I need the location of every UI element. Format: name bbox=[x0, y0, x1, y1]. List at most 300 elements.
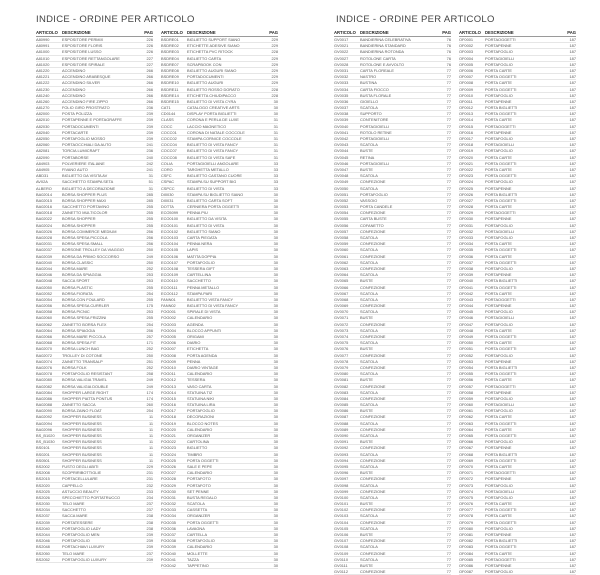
article-code: OF0029 bbox=[459, 210, 474, 216]
article-code: BS2040 bbox=[36, 525, 50, 531]
description: PORTA OGGETTI bbox=[485, 433, 517, 438]
description: PORTAFOGLIO bbox=[485, 408, 513, 414]
article-code: BA02062 bbox=[36, 321, 53, 327]
article-code: BS2048 bbox=[36, 544, 50, 550]
article-code: GV0109 bbox=[334, 550, 349, 556]
page-number: 187 bbox=[569, 142, 576, 148]
page-number: 30 bbox=[273, 290, 278, 296]
article-code: OF0032 bbox=[459, 228, 474, 234]
description: PORTAGIOIELLI ANGOLARE bbox=[187, 160, 239, 166]
article-code: BA02080 bbox=[36, 377, 53, 383]
article-code: BA02026 bbox=[36, 228, 53, 234]
page-number: 187 bbox=[569, 247, 576, 253]
page-number: 187 bbox=[569, 507, 576, 513]
article-code: FOG036 bbox=[161, 525, 176, 531]
article-code: BA02031 bbox=[36, 241, 53, 247]
article-code: OF0060 bbox=[459, 402, 474, 408]
article-code: GV0044 bbox=[334, 148, 349, 154]
article-code: BA02082 bbox=[36, 383, 53, 389]
page-number: 187 bbox=[569, 166, 576, 172]
page-number: 229 bbox=[271, 80, 278, 86]
page-number: 77 bbox=[446, 74, 451, 80]
article-code: BA02094 bbox=[36, 420, 53, 426]
page-number: 255 bbox=[146, 222, 153, 228]
page-number: 31 bbox=[273, 129, 278, 135]
description: CAPPELLO bbox=[62, 482, 83, 488]
article-code: GV0017 bbox=[334, 37, 349, 42]
page-number: 242 bbox=[146, 160, 153, 166]
page-number: 229 bbox=[271, 37, 278, 42]
article-code: GV0022 bbox=[334, 49, 349, 55]
description: PORTAPENNE E PORTAGRAFFE bbox=[62, 117, 123, 123]
description: BUSTINA bbox=[360, 80, 377, 86]
article-code: OF0035 bbox=[459, 247, 474, 253]
article-code: GV0069 bbox=[334, 303, 349, 309]
page-number: 30 bbox=[273, 340, 278, 346]
description: TARGHETTA METALLO bbox=[187, 166, 229, 172]
page-number: 77 bbox=[446, 86, 451, 92]
description: PORTAGIOIELLI bbox=[360, 123, 390, 129]
article-code: BA02070 bbox=[36, 346, 53, 352]
article-code: GV0073 bbox=[334, 327, 349, 333]
article-code: GV0042 bbox=[334, 136, 349, 141]
article-code: OF0065 bbox=[459, 433, 474, 438]
description: CONFEZIONE bbox=[360, 445, 386, 451]
article-code: FOG033 bbox=[161, 507, 176, 513]
description: STATUINA TIZ bbox=[187, 389, 213, 395]
article-code: ECO0110 bbox=[161, 278, 178, 284]
page-number: 77 bbox=[446, 556, 451, 562]
article-code: A81240 bbox=[36, 92, 50, 98]
article-code: FOG041 bbox=[161, 556, 176, 562]
description: RETINA bbox=[360, 154, 375, 160]
page-number: 187 bbox=[569, 197, 576, 203]
article-code: A81221 bbox=[36, 74, 50, 80]
article-code: BA02068 bbox=[36, 340, 53, 346]
article-code: FOG019 bbox=[161, 420, 176, 426]
page-number: 232 bbox=[146, 482, 153, 488]
description: BIGLIETTO DA VISITA bbox=[187, 216, 227, 222]
page-number: 30 bbox=[273, 222, 278, 228]
article-code: OF0012 bbox=[459, 105, 474, 111]
article-code: BA02039 bbox=[36, 253, 53, 259]
page-number: 226 bbox=[146, 49, 153, 55]
page-number: 77 bbox=[446, 562, 451, 568]
article-code: GV0067 bbox=[334, 290, 349, 296]
page-number: 77 bbox=[446, 67, 451, 73]
description: PORTA OGGETTI bbox=[485, 544, 517, 550]
article-code: FOG042 bbox=[161, 562, 176, 568]
description: PORTA OGGETTI bbox=[485, 197, 517, 203]
page-number: 77 bbox=[446, 111, 451, 117]
article-code: FOG023 bbox=[161, 445, 176, 451]
article-code: GV0093 bbox=[334, 451, 349, 457]
description: SCATOLA bbox=[360, 494, 378, 500]
description: ETICHETTA bbox=[187, 346, 209, 352]
page-number: 249 bbox=[146, 377, 153, 383]
page-number: 30 bbox=[273, 532, 278, 537]
description: ZAINETTO MULTICOLOR bbox=[62, 210, 108, 216]
article-code: GV0057 bbox=[334, 228, 349, 234]
article-code: ABD31 bbox=[36, 173, 49, 179]
description: SHOPPER BUSINESS bbox=[62, 414, 102, 420]
description: PORTAFOGLIO LUXURY bbox=[62, 556, 107, 562]
page-number: 77 bbox=[446, 315, 451, 321]
page-number: 11 bbox=[148, 451, 153, 457]
index-table bbox=[334, 30, 451, 575]
article-code: GV0027 bbox=[334, 55, 349, 61]
description: BORSA SHOPPER MAXI bbox=[62, 197, 107, 203]
page-number: 77 bbox=[446, 228, 451, 234]
article-code: FOG031 bbox=[161, 494, 176, 500]
page-number: 30 bbox=[273, 562, 278, 568]
description: PORTA CARTE bbox=[485, 253, 513, 259]
description: SCATOLA bbox=[187, 501, 205, 507]
description: DISPLAY PORTA BIGLIETTI bbox=[187, 111, 237, 117]
page-number: 30 bbox=[273, 247, 278, 253]
article-code: OF0037 bbox=[459, 259, 474, 265]
page-number: 187 bbox=[569, 451, 576, 457]
article-code: GV0060 bbox=[334, 247, 349, 253]
article-code: OF0031 bbox=[459, 222, 474, 228]
article-code: GV0054 bbox=[334, 210, 349, 216]
article-code: FOG014 bbox=[161, 389, 176, 395]
article-code: OF0046 bbox=[459, 315, 474, 321]
article-code: GV0076 bbox=[334, 346, 349, 352]
article-code: OF0056 bbox=[459, 377, 474, 383]
page-number: 77 bbox=[446, 204, 451, 210]
article-code: OF0075 bbox=[459, 494, 474, 500]
page-number: 30 bbox=[273, 513, 278, 519]
page-number: 187 bbox=[569, 253, 576, 259]
description: SCATOLA bbox=[360, 259, 378, 265]
description: SHOPPER BUSINESS bbox=[62, 439, 102, 445]
article-code: GV0092 bbox=[334, 445, 349, 451]
article-code: OF0010 bbox=[459, 92, 474, 98]
description: BIGLIETTO DA VISITA AV bbox=[62, 173, 108, 179]
article-code: OF0073 bbox=[459, 482, 474, 488]
description: STATUINA NIKI bbox=[187, 395, 215, 401]
page-number: 76 bbox=[446, 49, 451, 55]
article-code: GV0058 bbox=[334, 235, 349, 240]
description: BLOCCO NOTES bbox=[187, 420, 218, 426]
description: PORTA CARTE bbox=[485, 340, 513, 346]
article-code: FOG020 bbox=[161, 426, 176, 432]
description: PORTAFOGLIO bbox=[485, 494, 513, 500]
article-code: OF0018 bbox=[459, 142, 474, 148]
description: SALE E PEPE bbox=[187, 463, 213, 469]
page-number: 239 bbox=[146, 129, 153, 135]
column-header: PAG bbox=[442, 30, 451, 35]
description: PORTA OGGETTI bbox=[485, 371, 517, 377]
article-code: OF0023 bbox=[459, 173, 474, 179]
article-code: FOG026 bbox=[161, 463, 176, 469]
page-number: 187 bbox=[569, 235, 576, 240]
description: PORTAFOGLIO bbox=[485, 136, 513, 141]
description: COFANETTO bbox=[360, 222, 384, 228]
page-number: 77 bbox=[446, 327, 451, 333]
article-code: BS2046 bbox=[36, 538, 50, 544]
article-code: ALBERO bbox=[36, 185, 52, 191]
article-code: FOG011 bbox=[161, 371, 176, 377]
article-code: CAT1 bbox=[161, 105, 171, 111]
article-code: OF0038 bbox=[459, 265, 474, 271]
description: PORTAFOTO bbox=[187, 482, 211, 488]
description: STAMPA SU BIGLIETTO SIANO bbox=[187, 191, 244, 197]
article-code: OF0050 bbox=[459, 340, 474, 346]
page-number: 187 bbox=[569, 377, 576, 383]
article-code: FOG039 bbox=[161, 544, 176, 550]
article-code: OF0070 bbox=[459, 463, 474, 469]
page-number: 255 bbox=[146, 204, 153, 210]
column-header: ARTICOLO bbox=[36, 30, 58, 35]
description: PORTA OGGETTI bbox=[485, 507, 517, 513]
article-code: GV0039 bbox=[334, 117, 349, 123]
page-number: 187 bbox=[569, 532, 576, 537]
description: ETICHETTE ADESIVE SIANO bbox=[187, 43, 240, 49]
article-code: GV0110 bbox=[334, 556, 348, 562]
page-number: 187 bbox=[569, 272, 576, 278]
article-code: CORO bbox=[161, 166, 173, 172]
page-number: 11 bbox=[148, 426, 153, 432]
page-number: 260 bbox=[146, 402, 153, 408]
page-number: 266 bbox=[146, 92, 153, 98]
article-code: BA02086 bbox=[36, 395, 53, 401]
description: PORTA OGGETTI bbox=[485, 160, 517, 166]
page-number: 187 bbox=[569, 519, 576, 525]
article-code: ECO0107 bbox=[161, 259, 179, 265]
page-number: 229 bbox=[146, 463, 153, 469]
article-code: OF0074 bbox=[459, 488, 474, 494]
article-code: A82000 bbox=[36, 111, 50, 117]
description: ROTOLONE CARTA bbox=[360, 55, 396, 61]
description: PORTA CARTE bbox=[485, 550, 513, 556]
page-number: 187 bbox=[569, 426, 576, 432]
article-code: GV0103 bbox=[334, 513, 349, 519]
description: POSTA POLIZZA bbox=[62, 111, 92, 117]
page-number: 255 bbox=[146, 210, 153, 216]
article-code: OF0069 bbox=[459, 457, 474, 463]
article-code: GV0080 bbox=[334, 371, 349, 377]
description: SACCHETTO bbox=[62, 507, 86, 513]
page-number: 30 bbox=[273, 334, 278, 339]
article-code: OF0067 bbox=[459, 445, 474, 451]
article-code: BA02037 bbox=[36, 247, 53, 253]
description: CONFEZIONE bbox=[360, 507, 386, 513]
description: SCATOLA bbox=[360, 433, 378, 438]
article-code: BA02076 bbox=[36, 364, 53, 370]
article-code: GV0111 bbox=[334, 562, 348, 568]
page-number: 187 bbox=[569, 185, 576, 191]
description: PORTA OGGETTI bbox=[187, 457, 219, 463]
page-number: 187 bbox=[569, 136, 576, 141]
article-code: FOG040 bbox=[161, 550, 176, 556]
description: BUSTA FLORALE bbox=[360, 92, 392, 98]
description: BORSA SPESA PICCOLA bbox=[62, 235, 108, 240]
description: PORTAPENNE bbox=[485, 216, 512, 222]
description: PENNA NERA bbox=[187, 241, 213, 247]
page-number: 30 bbox=[273, 494, 278, 500]
description: CARTA FLOREALE bbox=[360, 67, 395, 73]
page-number: 30 bbox=[273, 105, 278, 111]
description: PORTA OGGETTI bbox=[485, 259, 517, 265]
article-code: OF0039 bbox=[459, 272, 474, 278]
page-number: 77 bbox=[446, 532, 451, 537]
article-code: BS2026 bbox=[36, 494, 50, 500]
page-number: 175 bbox=[146, 303, 153, 309]
article-code: BS_B1030 bbox=[36, 439, 55, 445]
article-code: GV0086 bbox=[334, 408, 349, 414]
article-code: OF0084 bbox=[459, 550, 474, 556]
page-number: 30 bbox=[273, 98, 278, 104]
article-code: BS2008 bbox=[36, 470, 50, 476]
description: ETICHETTA CHIUDIPACCO bbox=[187, 92, 237, 98]
page-number: 30 bbox=[273, 525, 278, 531]
description: PORTA OGGETTI bbox=[485, 74, 517, 80]
table-row bbox=[36, 557, 153, 563]
article-code: A81010 bbox=[36, 55, 50, 61]
page-number: 76 bbox=[446, 43, 451, 49]
description: BIGLIETTO SUPPORT SIANO bbox=[187, 37, 241, 42]
article-code: GV0032 bbox=[334, 74, 349, 80]
description: SHOPPER BUSINESS bbox=[62, 451, 102, 457]
description: PENNA PIU bbox=[187, 210, 208, 216]
description: TAPPETINO bbox=[187, 562, 209, 568]
description: SHOPPER BUSINESS bbox=[62, 445, 102, 451]
article-code: OF0002 bbox=[459, 43, 474, 49]
article-code: BA02074 bbox=[36, 358, 53, 364]
page-number: 77 bbox=[446, 142, 451, 148]
article-code: GV0070 bbox=[334, 309, 349, 315]
page-number: 285 bbox=[146, 197, 153, 203]
description: CARTELLA bbox=[187, 532, 208, 537]
description: DIARIO VINTAGE bbox=[187, 364, 219, 370]
page-number: 31 bbox=[273, 154, 278, 160]
article-code: OF0022 bbox=[459, 166, 474, 172]
article-code: GV0085 bbox=[334, 402, 349, 408]
article-code: BS2015 bbox=[36, 476, 50, 482]
description: POLVERIERE ITALIANE bbox=[62, 160, 105, 166]
article-code: A82081 bbox=[36, 148, 50, 154]
description: PORTA CARTE bbox=[485, 327, 513, 333]
article-code: BA02078 bbox=[36, 371, 53, 377]
page-number: 187 bbox=[569, 216, 576, 222]
page-number: 238 bbox=[146, 519, 153, 525]
description: SPIRALE DI VISTA bbox=[187, 309, 221, 315]
article-code: OF0011 bbox=[459, 98, 473, 104]
article-code: OF0057 bbox=[459, 383, 474, 389]
page-number: 77 bbox=[446, 303, 451, 309]
description: SCATOLA bbox=[360, 482, 378, 488]
article-code: GV0052 bbox=[334, 197, 349, 203]
article-code: BS0501 bbox=[36, 457, 50, 463]
article-code: GV0040 bbox=[334, 123, 349, 129]
description: PORTA OGGETTI bbox=[485, 284, 517, 290]
page-number: 187 bbox=[569, 80, 576, 86]
description: CALENDARIO bbox=[187, 371, 213, 377]
page-number: 11 bbox=[148, 457, 153, 463]
page-number: 187 bbox=[569, 494, 576, 500]
description: BIGLIETTO AUGURI SIANO bbox=[187, 67, 237, 73]
article-code: GV0036 bbox=[334, 98, 349, 104]
page-number: 31 bbox=[273, 148, 278, 154]
article-code: FOG034 bbox=[161, 513, 176, 519]
column-header: ARTICOLO bbox=[334, 30, 356, 35]
description: PORTAFOGLIO bbox=[485, 148, 513, 154]
article-code: GV0106 bbox=[334, 532, 349, 537]
article-code: GV0100 bbox=[334, 494, 349, 500]
page-number: 77 bbox=[446, 117, 451, 123]
article-code: GV0107 bbox=[334, 538, 349, 544]
page-number: 77 bbox=[446, 296, 451, 302]
article-code: GV0041 bbox=[334, 129, 349, 135]
page-number: 31 bbox=[148, 185, 153, 191]
article-code: FOG037 bbox=[161, 532, 176, 537]
description: SACCHETTO PORTAVINO bbox=[62, 204, 110, 210]
article-code: GV0072 bbox=[334, 321, 349, 327]
description: BORSA CLASSIC bbox=[62, 259, 94, 265]
description: SHOPPER PIATTA PONTUS bbox=[62, 395, 113, 401]
page-number: 234 bbox=[146, 494, 153, 500]
description: CONFEZIONE bbox=[360, 303, 386, 309]
description: PORTAFOGLIO bbox=[62, 538, 90, 544]
article-code: FOG008 bbox=[161, 352, 176, 358]
page-number: 255 bbox=[146, 315, 153, 321]
article-code: OF0078 bbox=[459, 513, 474, 519]
article-code: FOG038 bbox=[161, 538, 176, 544]
page-number: 77 bbox=[446, 525, 451, 531]
article-code: GV0064 bbox=[334, 272, 349, 278]
page-number: 77 bbox=[446, 80, 451, 86]
article-code: BS2034 bbox=[36, 507, 50, 513]
description: PORTAPENNE bbox=[485, 445, 512, 451]
article-code: BA02096 bbox=[36, 426, 53, 432]
article-code: GV0068 bbox=[334, 296, 349, 302]
article-code: GV0087 bbox=[334, 414, 349, 420]
page-number: 30 bbox=[273, 377, 278, 383]
description: PORTA CANDELE bbox=[360, 204, 393, 210]
page-number: 77 bbox=[446, 463, 451, 469]
description: PORTAOGGETTI bbox=[485, 556, 516, 562]
article-code: FOG015 bbox=[161, 395, 176, 401]
page-title: INDICE - ORDINE PER ARTICOLO bbox=[36, 14, 195, 25]
description: STAMPA CORNICE COCCOLE bbox=[187, 136, 242, 141]
article-code: OF0019 bbox=[459, 148, 474, 154]
description: CORONA DI NATALE COCCOLE bbox=[187, 129, 245, 135]
article-code: FOG005 bbox=[161, 334, 176, 339]
page-number: 30 bbox=[273, 556, 278, 562]
description: CONFEZIONE bbox=[360, 352, 386, 358]
article-code: GV0105 bbox=[334, 525, 349, 531]
description: PORTA OGGETTI bbox=[485, 111, 517, 117]
article-code: BA02072 bbox=[36, 352, 53, 358]
article-code: OF0014 bbox=[459, 117, 474, 123]
page-number: 187 bbox=[569, 173, 576, 179]
description: PORTA BIGLIETTI bbox=[485, 105, 518, 111]
description: PORTAFOGLIO bbox=[485, 482, 513, 488]
article-code: GV0079 bbox=[334, 364, 349, 370]
article-code: CSPAC bbox=[161, 179, 175, 185]
page-number: 187 bbox=[569, 123, 576, 129]
page-number: 228 bbox=[271, 86, 278, 92]
page-number: 187 bbox=[569, 86, 576, 92]
page-number: 76 bbox=[446, 55, 451, 61]
article-code: FOG004 bbox=[161, 327, 176, 333]
page-number: 77 bbox=[446, 210, 451, 216]
page-number: 77 bbox=[446, 544, 451, 550]
article-code: GV0049 bbox=[334, 179, 349, 185]
page-number: 237 bbox=[146, 550, 153, 556]
